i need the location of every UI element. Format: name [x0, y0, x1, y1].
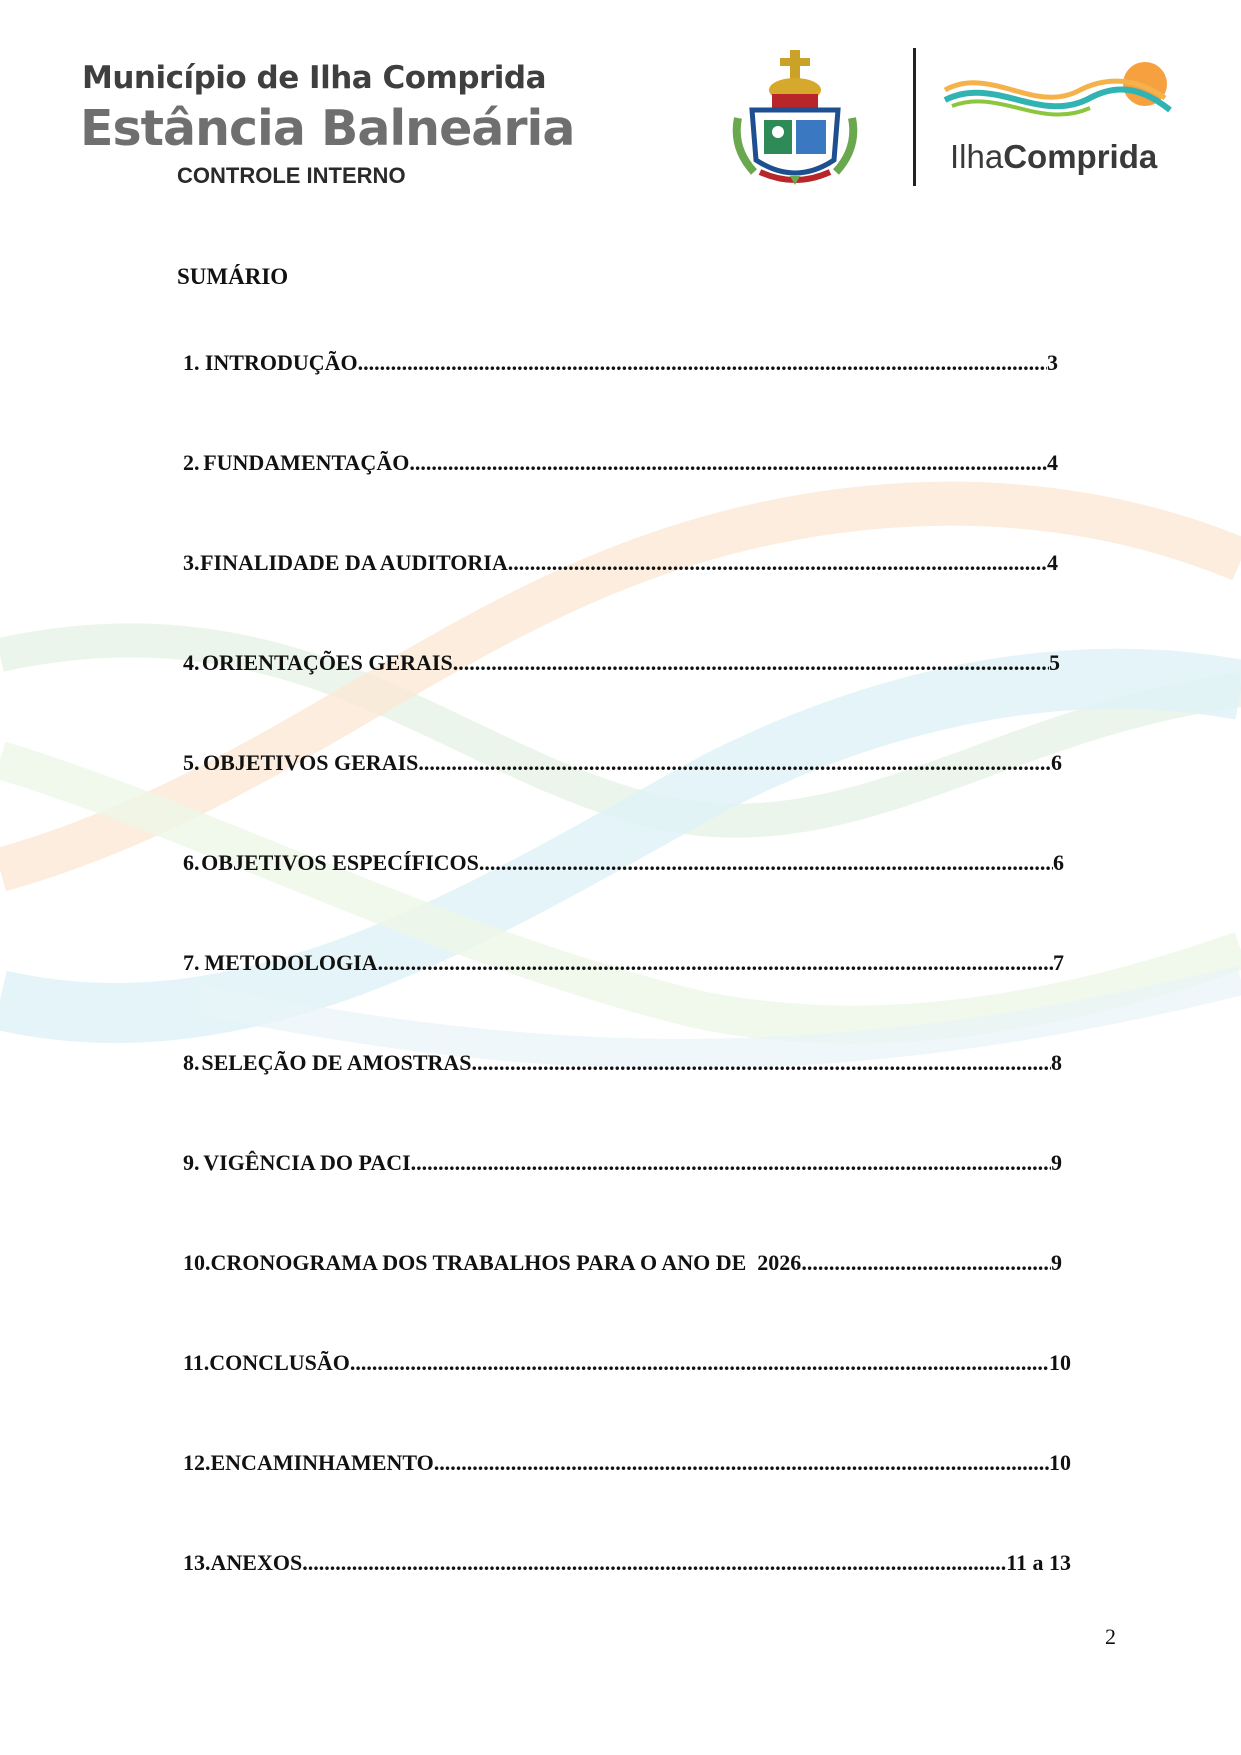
ilha-comprida-wordmark: IlhaComprida — [950, 138, 1158, 175]
toc-entry-number: 5. — [183, 750, 200, 775]
toc-entry[interactable] — [183, 850, 1064, 876]
toc-entry-number: 9. — [183, 1150, 200, 1175]
toc-entry[interactable] — [183, 450, 1058, 476]
toc-entry-label: CONCLUSÃO — [209, 1350, 350, 1375]
toc-leader-dots — [472, 1050, 1051, 1076]
toc-entry-number: 10. — [183, 1250, 211, 1275]
toc-entry-label: OBJETIVOS GERAIS — [203, 750, 419, 775]
toc-leader-dots — [453, 650, 1049, 676]
toc-entry[interactable] — [183, 1050, 1062, 1076]
page-number: 2 — [1105, 1624, 1116, 1649]
toc-entry-page: 3 — [1047, 350, 1058, 375]
toc-entry-page: 6 — [1051, 750, 1062, 775]
toc-leader-dots — [411, 1150, 1051, 1176]
toc-leader-dots — [302, 1550, 1006, 1576]
toc-entry-page: 5 — [1049, 650, 1060, 675]
toc-entry-label: ANEXOS — [210, 1550, 303, 1575]
toc-entry[interactable] — [183, 1450, 1071, 1476]
toc-entry[interactable] — [183, 1350, 1071, 1376]
resort-title: Estância Balneária — [80, 100, 575, 157]
toc-entry[interactable] — [183, 1250, 1062, 1276]
toc-leader-dots — [434, 1450, 1049, 1476]
toc-leader-dots — [479, 850, 1053, 876]
toc-entry[interactable] — [183, 650, 1060, 676]
toc-entry[interactable] — [183, 1150, 1062, 1176]
toc-entry[interactable] — [183, 1550, 1071, 1576]
toc-entry-page: 4 — [1047, 550, 1058, 575]
toc-entry[interactable] — [183, 750, 1062, 776]
toc-entry-page: 7 — [1053, 950, 1064, 975]
toc-leader-dots — [508, 550, 1047, 576]
toc-entry-label: ORIENTAÇÕES GERAIS — [201, 650, 453, 675]
toc-entry-number: 1. — [183, 350, 200, 375]
toc-entry-label: FUNDAMENTAÇÃO — [203, 450, 410, 475]
toc-entry-label: OBJETIVOS ESPECÍFICOS — [201, 850, 479, 875]
toc-entry-number: 3. — [183, 550, 200, 575]
toc-entry-number: 8. — [183, 1050, 200, 1075]
toc-entry[interactable] — [183, 950, 1064, 976]
municipality-name: Município de Ilha Comprida — [82, 60, 547, 96]
toc-entry-page: 10 — [1049, 1450, 1071, 1475]
toc-entry-number: 4. — [183, 650, 200, 675]
toc-entry-number: 2. — [183, 450, 200, 475]
toc-entry-label: ENCAMINHAMENTO — [210, 1450, 434, 1475]
toc-entry-page: 9 — [1051, 1250, 1062, 1275]
toc-leader-dots — [350, 1350, 1049, 1376]
toc-entry-page: 6 — [1053, 850, 1064, 875]
toc-entry-page: 4 — [1047, 450, 1058, 475]
toc-entry-number: 11. — [183, 1350, 210, 1375]
toc-entry-number: 13. — [183, 1550, 211, 1575]
toc-entry-label: CRONOGRAMA DOS TRABALHOS PARA O ANO DE 2026 — [210, 1250, 802, 1275]
toc-entry-number: 7. — [183, 950, 200, 975]
toc-entry[interactable] — [183, 350, 1058, 376]
toc-entry-page: 8 — [1051, 1050, 1062, 1075]
toc-leader-dots — [378, 950, 1053, 976]
toc-entry-page: 10 — [1049, 1350, 1071, 1375]
toc-entry-label: FINALIDADE DA AUDITORIA — [200, 550, 508, 575]
toc-title: SUMÁRIO — [177, 264, 289, 289]
toc-leader-dots — [409, 450, 1047, 476]
toc-leader-dots — [801, 1250, 1051, 1276]
toc-leader-dots — [418, 750, 1051, 776]
toc-entry-number: 12. — [183, 1450, 211, 1475]
toc-entry-label: INTRODUÇÃO — [204, 350, 358, 375]
toc-entry-page: 9 — [1051, 1150, 1062, 1175]
toc-entry-label: SELEÇÃO DE AMOSTRAS — [201, 1050, 472, 1075]
toc-leader-dots — [358, 350, 1047, 376]
toc-entry-label: VIGÊNCIA DO PACI — [203, 1150, 411, 1175]
toc-entry-number: 6. — [183, 850, 200, 875]
department-name: CONTROLE INTERNO — [177, 163, 406, 188]
toc-entry-label: METODOLOGIA — [204, 950, 378, 975]
toc-entry-page: 11 a 13 — [1006, 1550, 1071, 1575]
toc-entry[interactable] — [183, 550, 1058, 576]
